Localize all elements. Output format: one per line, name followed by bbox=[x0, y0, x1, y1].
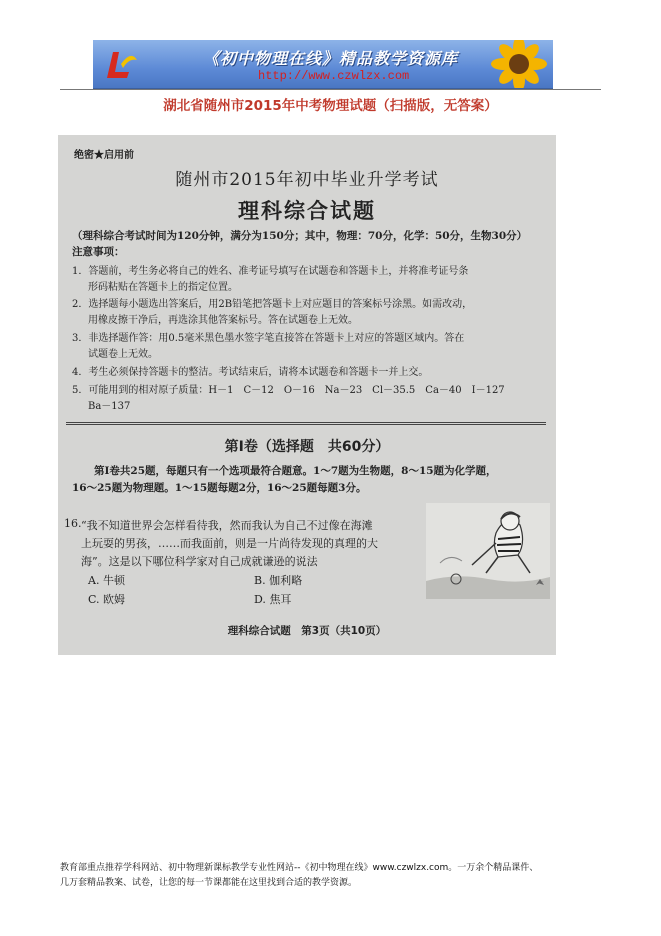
note-item: 试题卷上无效。 bbox=[88, 349, 158, 360]
option-text: 焦耳 bbox=[269, 593, 292, 606]
question-number: 16. bbox=[64, 517, 82, 530]
banner-title: 《初中物理在线》精品教学资源库 bbox=[203, 49, 459, 68]
footer-line: 几万套精品教案、试卷，让您的每一节课都能在这里找到合适的教学资源。 bbox=[60, 878, 358, 888]
option-text: 伽利略 bbox=[269, 574, 303, 587]
exam-name: 随州市2015年初中毕业升学考试 bbox=[175, 170, 439, 190]
note-item: 形码粘贴在答题卡上的指定位置。 bbox=[88, 282, 238, 293]
site-logo-icon bbox=[99, 44, 139, 84]
footer-line: 教育部重点推荐学科网站、初中物理新课标教学专业性网站--《初中物理在线》www.czwlzx.com。一万余个精品课件、 bbox=[60, 863, 539, 873]
divider bbox=[66, 424, 546, 425]
section-title: 第Ⅰ卷（选择题 共60分） bbox=[224, 439, 390, 455]
boy-on-beach-illustration bbox=[426, 503, 550, 599]
note-item: 用橡皮擦干净后，再选涂其他答案标号。答在试题卷上无效。 bbox=[88, 315, 358, 326]
banner-url: http://www.czwlzx.com bbox=[258, 69, 410, 83]
option-d bbox=[254, 591, 291, 607]
question-text: 海”。这是以下哪位科学家对自己成就谦逊的说法 bbox=[81, 555, 318, 568]
subject-title: 理科综合试题 bbox=[238, 199, 376, 223]
document-title: 湖北省随州市2015年中考物理试题（扫描版，无答案） bbox=[163, 98, 498, 114]
site-banner bbox=[93, 40, 553, 89]
header-rule bbox=[60, 89, 601, 90]
time-note: （理科综合考试时间为120分钟，满分为150分；其中，物理：70分，化学：50分，生物30分） bbox=[72, 230, 528, 242]
option-letter: B. bbox=[254, 574, 266, 587]
scanned-exam-page bbox=[58, 135, 556, 655]
option-b bbox=[254, 572, 302, 588]
note-item: 3．非选择题作答：用0.5毫米黑色墨水签字笔直接答在答题卡上对应的答题区域内。答在 bbox=[72, 333, 465, 344]
option-letter: D. bbox=[254, 593, 266, 606]
option-letter: C. bbox=[88, 593, 100, 606]
question-text: 上玩耍的男孩，……而我面前，则是一片尚待发现的真理的大 bbox=[81, 537, 378, 550]
note-item: 1．答题前，考生务必将自己的姓名、准考证号填写在试题卷和答题卡上，并将准考证号条 bbox=[72, 266, 469, 277]
option-a bbox=[88, 572, 125, 588]
option-letter: A. bbox=[88, 574, 100, 587]
option-text: 牛顿 bbox=[102, 574, 125, 587]
note-item: 5．可能用到的相对原子质量：H－1 C－12 O－16 Na－23 Cl－35.5 Ca－40 I－127 bbox=[72, 385, 505, 396]
notes-heading: 注意事项： bbox=[72, 246, 125, 258]
page-footer bbox=[60, 861, 620, 891]
note-item: 2．选择题每小题选出答案后，用2B铅笔把答题卡上对应题目的答案标号涂黑。如需改动， bbox=[72, 299, 473, 310]
question-text: “我不知道世界会怎样看待我，然而我认为自己不过像在海滩 bbox=[81, 519, 373, 532]
note-item: 4．考生必须保持答题卡的整洁。考试结束后，请将本试题卷和答题卡一并上交。 bbox=[72, 367, 429, 378]
scan-page-footer: 理科综合试题 第3页（共10页） bbox=[227, 625, 387, 637]
instruction-line: 16～25题为物理题。1～15题每题2分，16～25题每题3分。 bbox=[72, 482, 367, 494]
note-item: Ba－137 bbox=[88, 401, 131, 412]
option-text: 欧姆 bbox=[103, 593, 126, 606]
sunflower-icon bbox=[487, 40, 551, 89]
secret-label: 绝密★启用前 bbox=[74, 150, 134, 161]
instruction-line: 第Ⅰ卷共25题，每题只有一个选项最符合题意。1～7题为生物题，8～15题为化学题， bbox=[94, 465, 497, 477]
option-c bbox=[88, 591, 125, 607]
divider bbox=[66, 422, 546, 423]
